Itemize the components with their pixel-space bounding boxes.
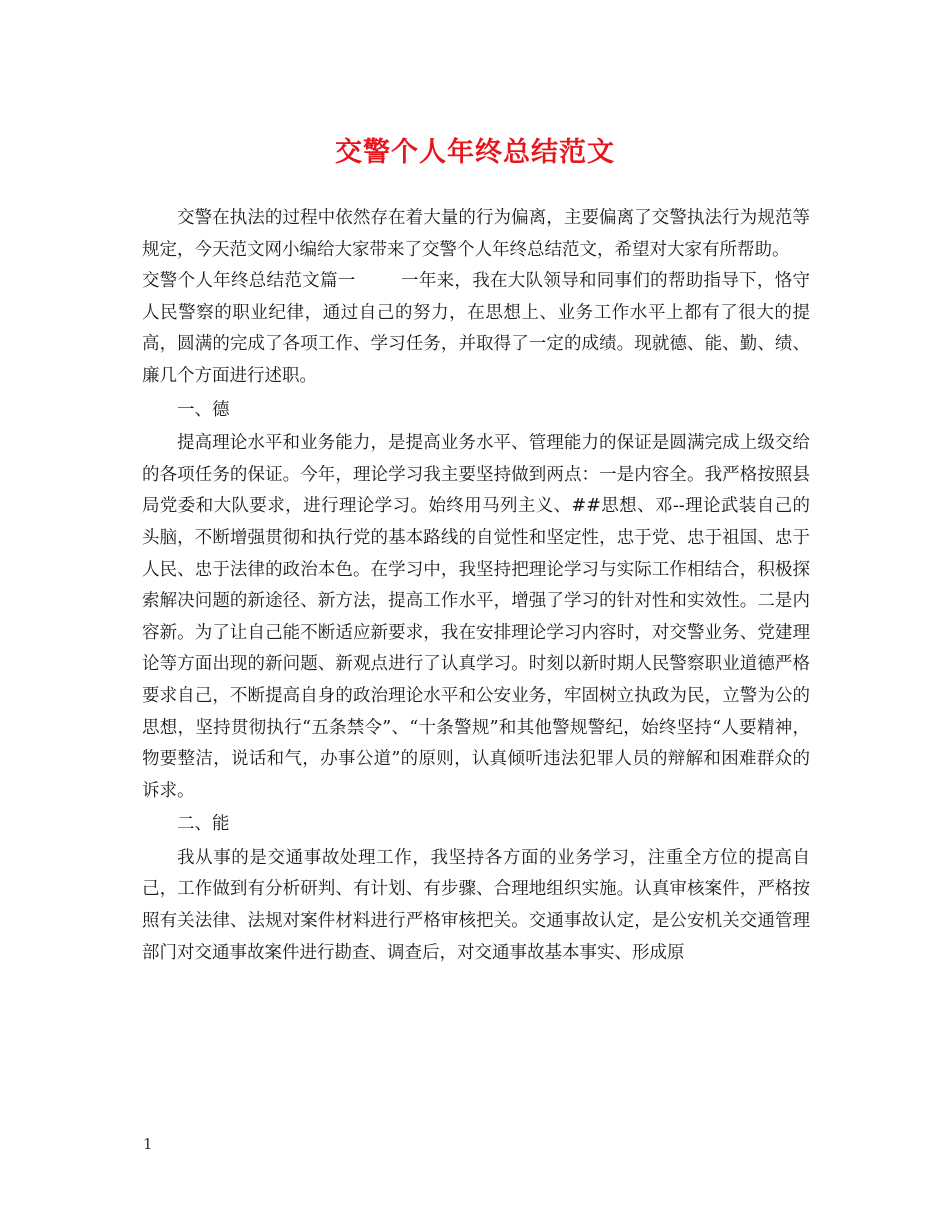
- intro-paragraph: 交警在执法的过程中依然存在着大量的行为偏离，主要偏离了交警执法行为规范等规定，今天范文网小编给大家带来了交警个人年终总结范文，希望对大家有所帮助。: [142, 208, 810, 260]
- section-body-neng: 我从事的是交通事故处理工作，我坚持各方面的业务学习，注重全方位的提高自己，工作做到有分析研判、有计划、有步骤、合理地组织实施。认真审核案件，严格按照有关法律、法规对案件材料进行严格审核把关。交通事故认定，是公安机关交通管理部门对交通事故案件进行勘查、调查后，对交通事故基本事实、形成原: [142, 847, 810, 963]
- document-title: 交警个人年终总结范文: [335, 137, 615, 168]
- article-lead-paragraph: [142, 266, 810, 392]
- document-body: [142, 203, 810, 969]
- section-body-de: 提高理论水平和业务能力，是提高业务水平、管理能力的保证是圆满完成上级交给的各项任务的保证。今年，理论学习我主要坚持做到两点：一是内容全。我严格按照县局党委和大队要求，进行理论学习。始终用马列主义、##思想、邓--理论武装自己的头脑，不断增强贯彻和执行党的基本路线的自觉性和坚定性，忠于党、忠于祖国、忠于人民、忠于法律的政治本色。在学习中，我坚持把理论学习与实际工作相结合，积极探索解决问题的新途径、新方法，提高工作水平，增强了学习的针对性和实效性。二是内容新。为了让自己能不断适应新要求，我在安排理论学习内容时，对交警业务、党建理论等方面出现的新问题、新观点进行了认真学习。时刻以新时期人民警察职业道德严格要求自己，不断提高自身的政治理论水平和公安业务，牢固树立执政为民，立警为公的思想，坚持贯彻执行“五条禁令”、“十条警规”和其他警规警纪，始终坚持“人要精神，物要整洁，说话和气，办事公道”的原则，认真倾听违法犯罪人员的辩解和困难群众的诉求。: [142, 433, 810, 801]
- section-heading-de: 一、德: [177, 399, 230, 420]
- article-heading: 交警个人年终总结范文篇一: [142, 271, 356, 292]
- page-number: 1: [143, 1135, 153, 1153]
- article-lead-text: 一年来，我在大队领导和同事们的帮助指导下，恪守人民警察的职业纪律，通过自己的努力，在思想上、业务工作水平上都有了很大的提高，圆满的完成了各项工作、学习任务，并取得了一定的成绩。现就德、能、勤、绩、廉几个方面进行述职。: [142, 271, 811, 386]
- section-heading-neng: 二、能: [177, 814, 230, 835]
